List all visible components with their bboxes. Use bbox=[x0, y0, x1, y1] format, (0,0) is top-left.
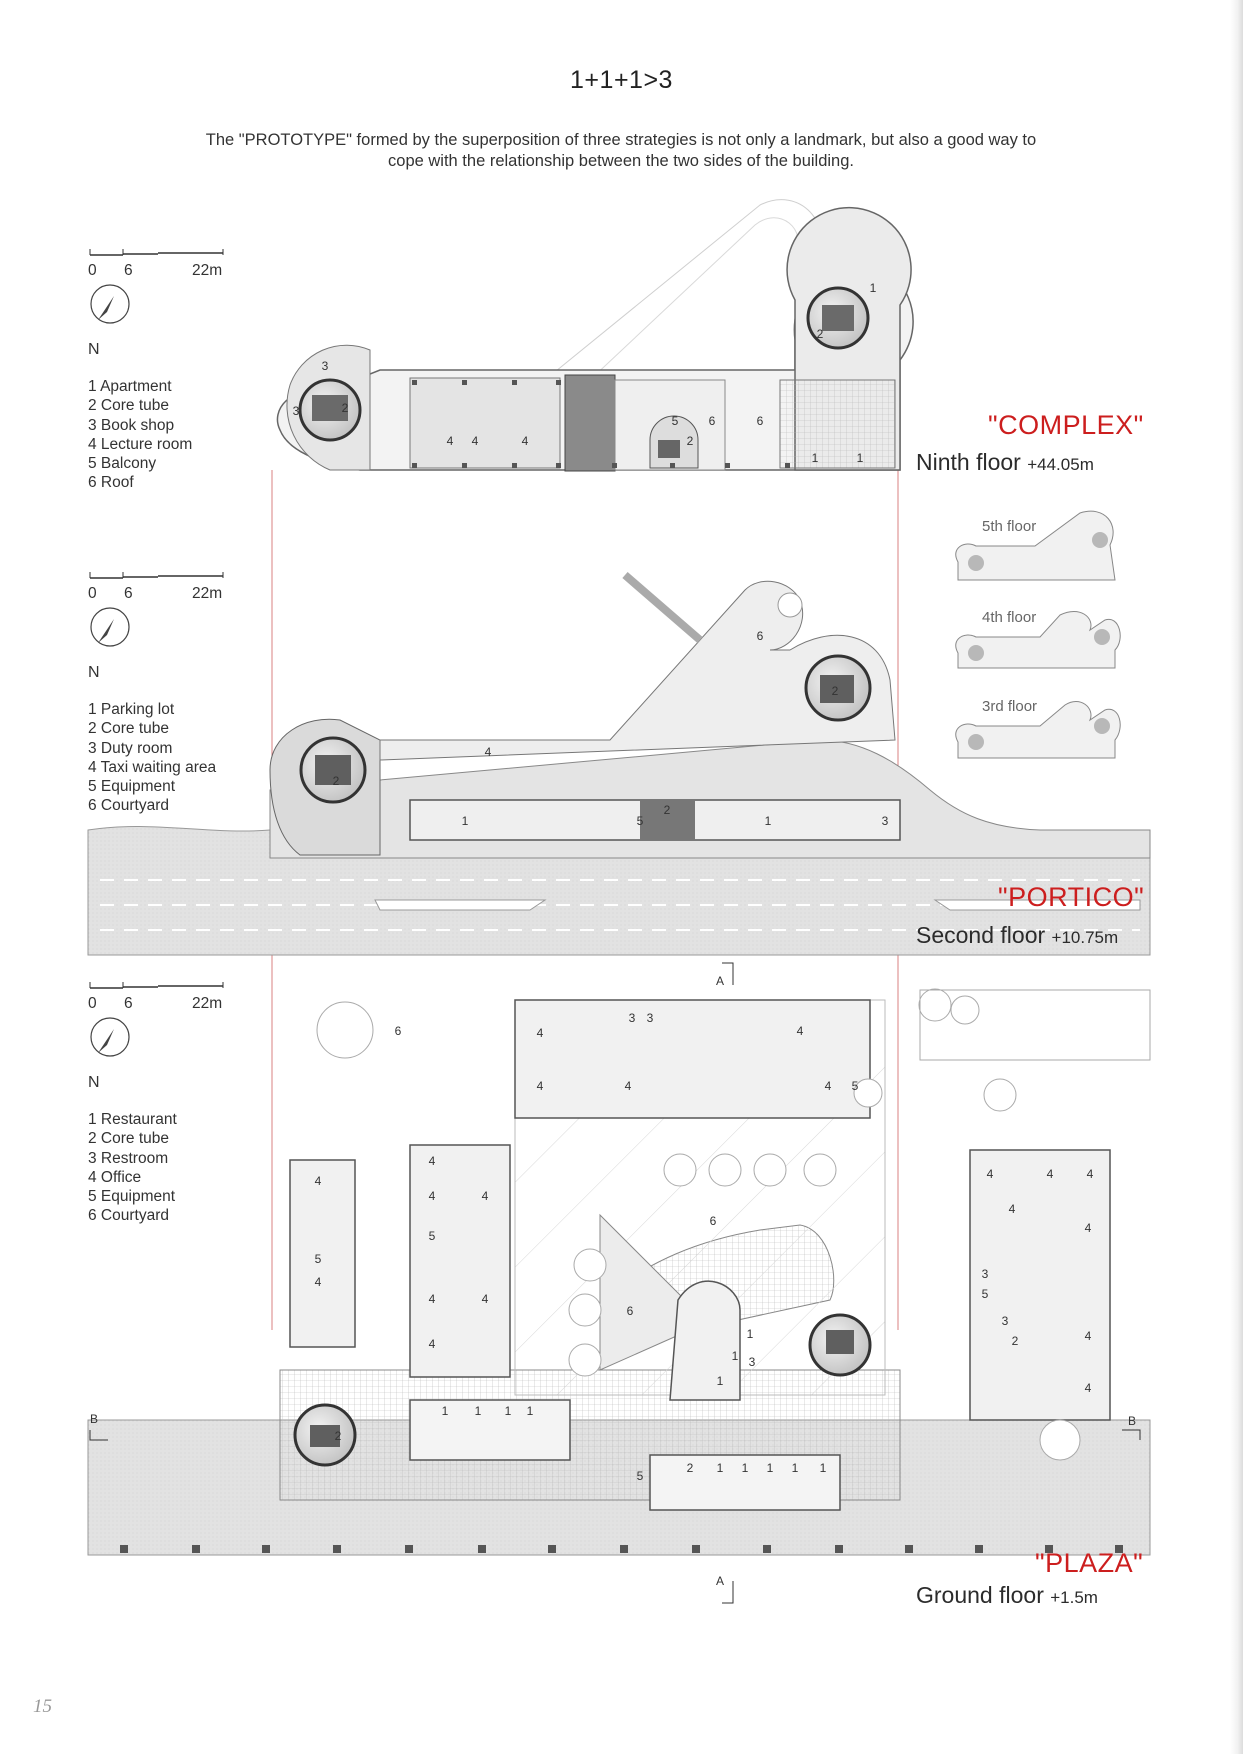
legend-item: 6 Roof bbox=[88, 474, 134, 492]
room-number: 1 bbox=[731, 1349, 739, 1363]
floor-label-second bbox=[916, 922, 1118, 949]
room-number: 2 bbox=[341, 401, 349, 415]
scale-label-0: 0 bbox=[88, 262, 97, 279]
room-number: 4 bbox=[428, 1189, 436, 1203]
room-number: 1 bbox=[856, 451, 864, 465]
room-number: 1 bbox=[461, 814, 469, 828]
room-number: 4 bbox=[1084, 1329, 1092, 1343]
thumbnail-label-4th: 4th floor bbox=[982, 609, 1037, 626]
room-number: 4 bbox=[1046, 1167, 1054, 1181]
room-number: 1 bbox=[526, 1404, 534, 1418]
scale-label-6: 6 bbox=[124, 995, 133, 1012]
room-number: 6 bbox=[626, 1304, 634, 1318]
strategy-label-complex: "COMPLEX" bbox=[988, 410, 1144, 440]
north-label: N bbox=[88, 1074, 100, 1091]
room-number: 4 bbox=[481, 1292, 489, 1306]
room-number: 5 bbox=[428, 1229, 436, 1243]
room-number: 4 bbox=[1008, 1202, 1016, 1216]
room-number: 2 bbox=[686, 1461, 694, 1475]
page-title: 1+1+1>3 bbox=[570, 66, 673, 94]
floor-label-ground bbox=[916, 1582, 1098, 1609]
section-mark-a-top: A bbox=[716, 974, 725, 988]
room-number: 6 bbox=[394, 1024, 402, 1038]
north-label: N bbox=[88, 664, 100, 681]
room-number: 3 bbox=[292, 404, 300, 418]
room-number: 5 bbox=[636, 814, 644, 828]
scale-label-0: 0 bbox=[88, 995, 97, 1012]
legend-item: 1 Apartment bbox=[88, 378, 172, 395]
room-number: 2 bbox=[663, 803, 671, 817]
room-number: 4 bbox=[624, 1079, 632, 1093]
floor-elevation: +1.5m bbox=[1050, 1588, 1098, 1607]
thumbnail-label-3rd: 3rd floor bbox=[982, 698, 1038, 715]
legend-item: 2 Core tube bbox=[88, 397, 169, 415]
section-mark-b-right: B bbox=[1128, 1414, 1137, 1428]
scale-label-22m: 22m bbox=[192, 585, 223, 602]
legend-item: 4 Lecture room bbox=[88, 435, 193, 453]
legend-item: 1 Parking lot bbox=[88, 701, 175, 718]
scale-label-0: 0 bbox=[88, 585, 97, 602]
room-number: 5 bbox=[851, 1079, 859, 1093]
intro-paragraph: The "PROTOTYPE" formed by the superposition of three strategies is not only a landmark, but also a good way to cope with the relationship between the two sides of the building. bbox=[205, 131, 1037, 170]
room-number: 2 bbox=[1011, 1334, 1019, 1348]
scale-label-22m: 22m bbox=[192, 995, 223, 1012]
floor-name: Ninth floor bbox=[916, 449, 1021, 475]
strategy-label-plaza: "PLAZA" bbox=[1035, 1548, 1144, 1578]
room-number: 1 bbox=[716, 1374, 724, 1388]
room-number: 4 bbox=[446, 434, 454, 448]
room-number: 4 bbox=[1084, 1221, 1092, 1235]
room-number: 3 bbox=[321, 359, 329, 373]
legend-item: 3 Duty room bbox=[88, 739, 173, 757]
room-number: 3 bbox=[1001, 1314, 1009, 1328]
room-number: 4 bbox=[471, 434, 479, 448]
room-number: 6 bbox=[756, 414, 764, 428]
room-number: 1 bbox=[441, 1404, 449, 1418]
section-mark-b-left: B bbox=[90, 1412, 99, 1426]
room-number: 6 bbox=[756, 629, 764, 643]
scale-label-6: 6 bbox=[124, 262, 133, 279]
room-number: 1 bbox=[869, 281, 877, 295]
thumbnail-3rd-floor bbox=[956, 701, 1120, 758]
page-number: 15 bbox=[33, 1696, 52, 1717]
floor-label-ninth bbox=[916, 449, 1094, 476]
room-number: 1 bbox=[746, 1327, 754, 1341]
floor-elevation: +10.75m bbox=[1051, 928, 1119, 947]
room-number: 1 bbox=[504, 1404, 512, 1418]
room-number: 1 bbox=[766, 1461, 774, 1475]
legend-item: 2 Core tube bbox=[88, 720, 169, 738]
room-number: 1 bbox=[819, 1461, 827, 1475]
room-number: 4 bbox=[796, 1024, 804, 1038]
room-number: 4 bbox=[521, 434, 529, 448]
room-number: 4 bbox=[428, 1337, 436, 1351]
room-number: 4 bbox=[986, 1167, 994, 1181]
floor-name: Second floor bbox=[916, 922, 1046, 948]
ground-floor-plan bbox=[88, 963, 1150, 1603]
thumbnail-4th-floor bbox=[956, 611, 1120, 668]
legend-item: 5 Equipment bbox=[88, 778, 176, 796]
legend-item: 5 Equipment bbox=[88, 1188, 176, 1206]
scale-label-22m: 22m bbox=[192, 262, 223, 279]
room-number: 6 bbox=[708, 414, 716, 428]
room-number: 1 bbox=[764, 814, 772, 828]
room-number: 2 bbox=[334, 1429, 342, 1443]
legend-item: 1 Restaurant bbox=[88, 1111, 177, 1128]
room-number: 1 bbox=[791, 1461, 799, 1475]
ninth-floor-plan bbox=[277, 200, 913, 471]
room-number: 4 bbox=[484, 745, 492, 759]
room-number: 3 bbox=[881, 814, 889, 828]
room-number: 4 bbox=[428, 1292, 436, 1306]
room-number: 2 bbox=[831, 684, 839, 698]
room-number: 5 bbox=[314, 1252, 322, 1266]
north-label: N bbox=[88, 341, 100, 358]
strategy-label-portico: "PORTICO" bbox=[998, 882, 1145, 912]
room-number: 4 bbox=[536, 1079, 544, 1093]
floor-elevation: +44.05m bbox=[1027, 455, 1094, 474]
room-number: 1 bbox=[716, 1461, 724, 1475]
floor-thumbnails bbox=[956, 511, 1120, 758]
room-number: 5 bbox=[981, 1287, 989, 1301]
floor-name: Ground floor bbox=[916, 1582, 1044, 1608]
legend-item: 5 Balcony bbox=[88, 455, 157, 473]
room-number: 3 bbox=[981, 1267, 989, 1281]
room-number: 1 bbox=[741, 1461, 749, 1475]
thumbnail-label-5th: 5th floor bbox=[982, 518, 1037, 535]
room-number: 4 bbox=[824, 1079, 832, 1093]
room-number: 4 bbox=[314, 1174, 322, 1188]
section-mark-a-bottom: A bbox=[716, 1574, 725, 1588]
scale-label-6: 6 bbox=[124, 585, 133, 602]
second-floor-plan bbox=[88, 575, 1150, 955]
room-number: 2 bbox=[686, 434, 694, 448]
legend-item: 4 Office bbox=[88, 1168, 142, 1186]
legend-item: 6 Courtyard bbox=[88, 797, 169, 815]
legend-item: 6 Courtyard bbox=[88, 1207, 169, 1225]
room-number: 3 bbox=[628, 1011, 636, 1025]
room-number: 4 bbox=[1084, 1381, 1092, 1395]
room-number: 1 bbox=[811, 451, 819, 465]
room-number: 4 bbox=[536, 1026, 544, 1040]
legend-item: 4 Taxi waiting area bbox=[88, 758, 217, 776]
room-number: 6 bbox=[709, 1214, 717, 1228]
room-number: 4 bbox=[428, 1154, 436, 1168]
room-number: 4 bbox=[481, 1189, 489, 1203]
room-number: 4 bbox=[1086, 1167, 1094, 1181]
room-number: 4 bbox=[314, 1275, 322, 1289]
room-number: 1 bbox=[474, 1404, 482, 1418]
room-number: 5 bbox=[636, 1469, 644, 1483]
room-number: 2 bbox=[332, 774, 340, 788]
room-number: 2 bbox=[816, 327, 824, 341]
room-number: 3 bbox=[748, 1355, 756, 1369]
room-number: 5 bbox=[671, 414, 679, 428]
legend-item: 2 Core tube bbox=[88, 1130, 169, 1148]
legend-item: 3 Restroom bbox=[88, 1149, 169, 1167]
legend-item: 3 Book shop bbox=[88, 416, 175, 434]
room-number: 3 bbox=[646, 1011, 654, 1025]
